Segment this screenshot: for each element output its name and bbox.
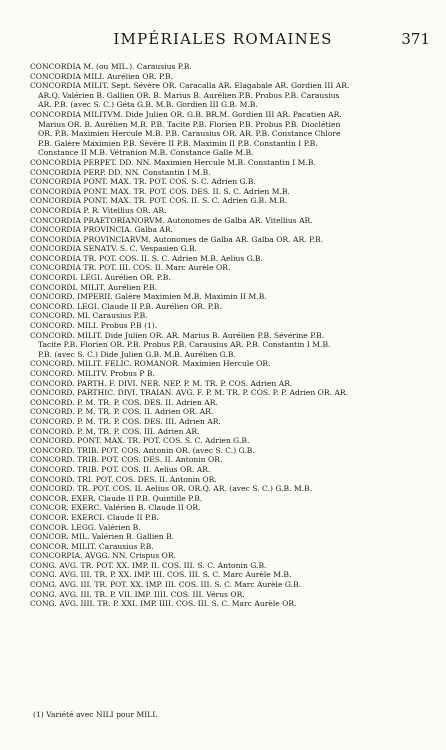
legend-line: CONCORDIA P. R. Vitellius OR. AR. bbox=[30, 205, 167, 215]
legend-line: CONCORD. P. M. TR. P. COS. DES. III. Adrien AR. bbox=[30, 416, 221, 426]
legend-line: CONCOR. EXERCI. Claude II P.B. bbox=[30, 512, 159, 522]
legend-line: AR. P.B. (avec S. C.) Géta G.B. M.B. Gordien III G.B. M.B. bbox=[38, 100, 258, 110]
legend-line: P.B. Galère Maximien P.B. Sévère II P.B. Maximin II P.B. Constantin I P.B. bbox=[38, 138, 318, 148]
page-title: IMPÉRIALES ROMAINES bbox=[113, 30, 333, 48]
legend-line: CONCORD. PONT. MAX. TR. POT. COS. S. C. Adrien G.B. bbox=[30, 436, 250, 446]
legend-list bbox=[30, 62, 432, 609]
legend-line: CONCORD. MILI. Probus P.B (1). bbox=[30, 321, 158, 331]
legend-line: CONCORDIA M. (ou MIL.). Carausius P.B. bbox=[30, 62, 192, 71]
legend-line: CONCORD. TR. POT. COS. II. Aelius OR. OR.Q. AR. (avec S. C.) G.B. M.B. bbox=[30, 484, 313, 494]
legend-line: CONCORDIA MILIT. Sept. Sévère OR. Caracalla AR. Elagabale AR. Gordien III AR. bbox=[30, 81, 350, 91]
legend-line: CONCORD. LEGI. Claude II P.B. Aurélien OR. P.B. bbox=[30, 301, 222, 311]
legend-line: CONG. AVG. TR. POT. XX. IMP. II. COS. III. S. C. Antonin G.B. bbox=[30, 560, 267, 570]
legend-line: CONCORD. TRI. POT. COS. DES. II. Antonin OR. bbox=[30, 474, 217, 484]
legend-line: OR. P.B. Maximien Hercule M.B. P.B. Carausius OR. AR. P.B. Constance Chlore bbox=[38, 129, 341, 139]
page-header bbox=[0, 30, 446, 50]
legend-line: CONCORDIA PRAETORIANORVM. Autonomes de Galba AR. Vitellius AR. bbox=[30, 215, 313, 225]
legend-line: CONCORD. MILITV. Probus P B. bbox=[30, 369, 155, 378]
legend-line: CONG. AVG. III. TR. P. XX. IMP. III. COS. III. S. C. Marc Aurèle M.B. bbox=[30, 570, 292, 580]
legend-line: CONCORDIA PERP. DD. NN. Constantin I M.B. bbox=[30, 167, 211, 177]
legend-line: AR.Q. Valérien B. Gallien OR. B. Marius B. Aurélien P.B. Probus P.B. Carausius bbox=[38, 90, 340, 100]
legend-line: CONCORD. MILIT. FELIC. ROMANOR. Maximien Hercule OR. bbox=[30, 359, 271, 369]
legend-line: CONCORDI. LEGI. Aurélien OR. P.B. bbox=[30, 273, 171, 283]
legend-line: CONCOR. MILIT. Carausius P.B. bbox=[30, 541, 154, 551]
legend-line: CONCOR. LEGG. Valérien B. bbox=[30, 522, 141, 532]
legend-line: CONCORDIA PROVINCIA. Galba AR. bbox=[30, 225, 174, 235]
legend-line: CONCORDIA PROVINCIARVM. Autonomes de Galba AR. Galba OR. AR. P.B. bbox=[30, 234, 323, 244]
legend-line: CONCORD. PARTHIC. DIVI. TRAIAN. AVG. F. P. M. TR. P. COS. P. P. Adrien OR. AR. bbox=[30, 388, 349, 398]
legend-line: CONCORD. IMPERII. Galère Maximien M.B. Maximin II M.B. bbox=[30, 292, 267, 302]
legend-line: CONCOR. MIL. Valérien B. Gallien B. bbox=[30, 532, 175, 542]
legend-line: CONCORDIA PERPET. DD. NN. Maximien Hercule M.B. Constantin I M.B. bbox=[30, 157, 316, 167]
legend-line: CONCORD. P. M. TR. P. COS. III. Adrien AR. bbox=[30, 426, 200, 436]
legend-line: CONCOR. EXER. Claude II P.B. Quintille P.B. bbox=[30, 493, 203, 503]
legend-line: CONCORD. MILIT. Dide Julien OR. AR. Marius B. Aurélien P.B. Sévérine P.B. bbox=[30, 330, 325, 340]
legend-line: Tacite P.B. Florien OR. P.B. Probus P.B. Carausius AR. P.B. Constantin I M.B. bbox=[38, 340, 331, 350]
legend-line: CONCORPIA. AVGG. NN. Crispus OR. bbox=[30, 551, 176, 561]
page-number: 371 bbox=[401, 30, 430, 48]
legend-line: CONCORD. TRIB. POT. COS. II. Aelius OR. AR. bbox=[30, 464, 211, 474]
legend-line: CONCORDIA PONT. MAX. TR. POT. COS. II. S. C. Adrien G.B. M.B. bbox=[30, 196, 288, 206]
legend-line: CONCORD. MI. Carausius P.B. bbox=[30, 311, 148, 321]
legend-line: CONCORDIA MILI. Aurélien OR. P.B. bbox=[30, 71, 173, 81]
legend-line: CONCORD. PARTH. F. DIVI. NER. NEP. P. M. TR. P. COS. Adrien AR. bbox=[30, 378, 293, 388]
legend-line: CONCORDIA TR. POT. COS. II. S. C. Adrien M.B. Aelius G.B. bbox=[30, 253, 263, 263]
legend-line: CONCORD. TRIB. POT. COS. Antonin OR. (avec S. C.) G.B. bbox=[30, 445, 255, 455]
legend-line: Marius OR. B. Aurélien M.B. P.B. Tacite P.B. Florien P.B. Probus P.B. Dioclétien bbox=[38, 119, 341, 129]
legend-line: CONCORDIA PONT. MAX. TR. POT. COS. S. C. Adrien G.B. bbox=[30, 177, 256, 187]
legend-line: CONCORDIA PONT. MAX. TR. POT. COS. DES. II. S. C. Adrien M.B. bbox=[30, 186, 290, 196]
legend-line: CONCORDIA SENATV. S. C. Vespasien G.B. bbox=[30, 244, 197, 254]
footnote: (1) Variété avec NILI pour MILI. bbox=[33, 710, 158, 719]
legend-line: CONG. AVG. IIII. TR. P. XXI. IMP. IIII. COS. III. S. C. Marc Aurèle OR. bbox=[30, 599, 297, 609]
legend-line: CONG. AVG. III. TR. P. VII. IMP. IIII. COS. III. Vérus OR. bbox=[30, 589, 245, 599]
legend-line: CONCORDI. MILIT. Aurélien P.B. bbox=[30, 282, 158, 292]
legend-line: CONCORDIA TR. POT. III. COS. II. Marc Aurèle OR. bbox=[30, 263, 231, 273]
legend-line: CONCORD. P. M. TR. P. COS. DES. II. Adrien AR. bbox=[30, 397, 218, 407]
legend-line: CONCORD. TRIB. POT. COS. DES. II. Antonin OR. bbox=[30, 455, 223, 465]
legend-line: Constance II M.B. Vétranion M.B. Constance Galle M.B. bbox=[38, 148, 254, 158]
legend-line: CONCORDIA MILITVM. Dide Julien OR. G.B. BR.M. Gordien III AR. Pacatien AR. bbox=[30, 109, 342, 119]
legend-line: CONCORD. P. M. TR. P. COS. II. Adrien OR. AR. bbox=[30, 407, 214, 417]
legend-line: CONCOR. EXERC. Valérien B. Claude II OR. bbox=[30, 503, 201, 513]
legend-line: CONG. AVG. III. TR. POT. XX. IMP. III. COS. III. S. C. Marc Aurèle G.B. bbox=[30, 580, 302, 590]
legend-line: P.B. (avec S. C.) Dide Julien G.B. M.B. Aurélien G.B. bbox=[38, 349, 236, 359]
